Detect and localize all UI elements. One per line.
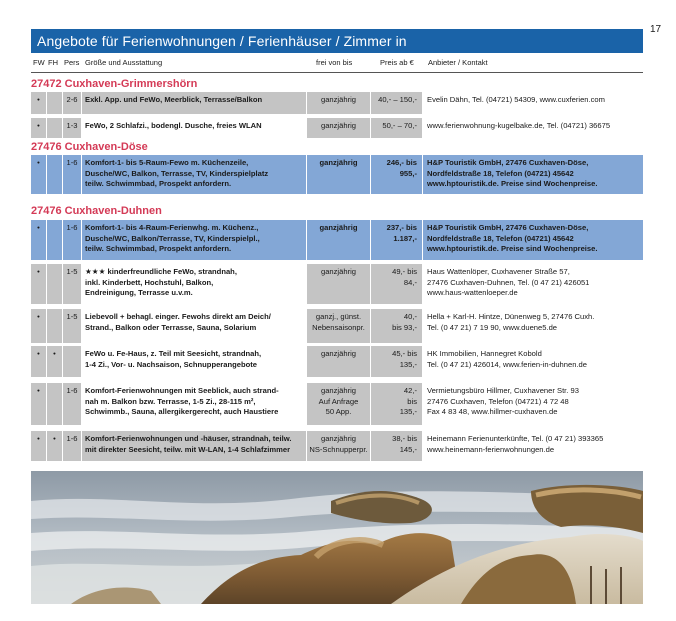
table-row (31, 264, 643, 304)
header-price: Preis ab € (380, 58, 414, 67)
table-row (31, 118, 643, 138)
table-row (31, 155, 643, 194)
cell-year: ganzj., günst. Nebensaisonpr. (307, 309, 370, 343)
table-row (31, 220, 643, 260)
cell-fw: • (31, 220, 46, 260)
cell-provider: www.ferienwohnung-kugelbake.de, Tel. (04721) 36675 (427, 121, 611, 130)
cell-fh: • (47, 346, 62, 377)
section-title: 27472 Cuxhaven-Grimmershörn (31, 78, 198, 90)
cell-fw: • (31, 264, 46, 304)
cell-price: 50,- – 70,- (371, 118, 422, 138)
cell-pers: 2-6 (63, 92, 81, 114)
cell-year: ganzjährig (307, 220, 370, 260)
cell-provider: H&P Touristik GmbH, 27476 Cuxhaven-Döse, Nordfeldstraße 18, Telefon (04721) 45642 www.hptouristik.de. Preise sind Wochenpreise. (423, 220, 643, 260)
cell-fh (47, 264, 62, 304)
cell-year: ganzjährig (307, 118, 370, 138)
cell-fw: • (31, 346, 46, 377)
cell-pers: 1-6 (63, 220, 81, 260)
cell-pers: 1-5 (63, 264, 81, 304)
cell-provider: H&P Touristik GmbH, 27476 Cuxhaven-Döse, Nordfeldstraße 18, Telefon (04721) 45642 www.hptouristik.de. Preise sind Wochenpreise. (423, 155, 643, 194)
cell-desc: FeWo, 2 Schlafzi., bodengl. Dusche, freies WLAN (85, 121, 262, 130)
cell-desc: Komfort-Ferienwohnungen mit Seeblick, auch strand- nah m. Balkon bzw. Terrasse, 1-5 Zi., 28-115 m², Schwimmb., Sauna, allergikergerecht, auch Haustiere (85, 386, 279, 417)
section-title: 27476 Cuxhaven-Duhnen (31, 205, 162, 217)
cell-fh (47, 155, 62, 194)
cell-provider: Haus Wattenlöper, Cuxhavener Straße 57, 27476 Cuxhaven-Duhnen, Tel. (0 47 21) 426051 www.haus-wattenloeper.de (427, 267, 590, 298)
table-row (31, 383, 643, 425)
header-fw: FW (33, 58, 45, 67)
cell-provider: Hella + Karl-H. Hintze, Dünenweg 5, 27476 Cuxh. Tel. (0 47 21) 7 19 90, www.duene5.de (427, 312, 595, 332)
cell-desc: ★★★ kinderfreundliche FeWo, strandnah, inkl. Kinderbett, Hochstuhl, Balkon, Endreinigung, Terrasse u.v.m. (85, 267, 237, 298)
cell-provider: Evelin Dähn, Tel. (04721) 54309, www.cuxferien.com (427, 95, 605, 104)
cell-desc: Liebevoll + behagl. einger. Fewohs direkt am Deich/ Strand., Balkon oder Terrasse, Sauna, Solarium (85, 312, 271, 332)
cell-year: ganzjährig (307, 92, 370, 114)
cell-fh (47, 220, 62, 260)
cell-provider: Heinemann Ferienunterkünfte, Tel. (0 47 21) 393365 www.heinemann-ferienwohnungen.de (427, 434, 604, 454)
cell-desc: Komfort-1- bis 4-Raum-Ferienwhg. m. Küchenz., Dusche/WC, Balkon/Terrasse, TV, Kinderspielpl., teilw. Schwimmbad, Prospekt anfordern. (82, 220, 306, 260)
header-desc: Größe und Ausstattung (85, 58, 163, 67)
cell-pers: 1-6 (63, 383, 81, 425)
cell-fw: • (31, 118, 46, 138)
cell-desc: Exkl. App. und FeWo, Meerblick, Terrasse/Balkon (82, 92, 306, 114)
cell-year: ganzjährig Auf Anfrage 50 App. (307, 383, 370, 425)
cell-desc: Komfort-1- bis 5-Raum-Fewo m. Küchenzeile, Dusche/WC, Balkon, Terrasse, TV, Kinderspielplatz teilw. Schwimmbad, Prospekt anfordern. (82, 155, 306, 194)
cell-fw: • (31, 309, 46, 343)
cell-fh (47, 92, 62, 114)
table-header (31, 54, 643, 73)
cell-fh (47, 309, 62, 343)
header-provider: Anbieter / Kontakt (428, 58, 488, 67)
beach-dune-photo (31, 471, 643, 604)
cell-pers (63, 346, 81, 377)
cell-pers: 1-6 (63, 155, 81, 194)
cell-pers: 1-3 (63, 118, 81, 138)
cell-fw: • (31, 155, 46, 194)
cell-desc: Komfort-Ferienwohnungen und -häuser, strandnah, teilw. mit direkter Seesicht, teilw. mit W-LAN, 1-4 Schlafzimmer (82, 431, 306, 461)
table-row (31, 309, 643, 343)
table-row (31, 431, 643, 461)
cell-desc: FeWo u. Fe-Haus, z. Teil mit Seesicht, strandnah, 1-4 Zi., Vor- u. Nachsaison, Schnupperangebote (85, 349, 262, 369)
cell-pers: 1-5 (63, 309, 81, 343)
header-year: frei von bis (316, 58, 353, 67)
cell-price: 40,- bis 93,- (371, 309, 422, 343)
cell-provider: Vermietungsbüro Hillmer, Cuxhavener Str. 93 27476 Cuxhaven, Telefon (04721) 4 72 48 Fax 4 83 48, www.hillmer-cuxhaven.de (427, 386, 579, 417)
cell-fw: • (31, 383, 46, 425)
cell-price: 49,- bis 84,- (371, 264, 422, 304)
cell-fh (47, 383, 62, 425)
header-fh: FH (48, 58, 58, 67)
cell-fh: • (47, 431, 62, 461)
cell-price: 42,- bis 135,- (371, 383, 422, 425)
cell-provider: HK Immobilien, Hannegret Kobold Tel. (0 47 21) 426014, www.ferien-in-duhnen.de (427, 349, 587, 369)
page-number: 17 (650, 24, 662, 35)
cell-fw: • (31, 92, 46, 114)
cell-year: ganzjährig (307, 155, 370, 194)
cell-price: 38,- bis 145,- (371, 431, 422, 461)
header-pers: Pers (64, 58, 80, 67)
cell-pers: 1-6 (63, 431, 81, 461)
cell-price: 40,- – 150,- (371, 92, 422, 114)
cell-price: 237,- bis 1.187,- (371, 220, 422, 260)
page-title: Angebote für Ferienwohnungen / Ferienhäuser / Zimmer in (31, 29, 643, 53)
cell-fw: • (31, 431, 46, 461)
cell-year: ganzjährig (307, 346, 370, 377)
section-title: 27476 Cuxhaven-Döse (31, 141, 148, 153)
cell-fh (47, 118, 62, 138)
cell-price: 246,- bis 955,- (371, 155, 422, 194)
table-row (31, 346, 643, 377)
cell-price: 45,- bis 135,- (371, 346, 422, 377)
table-row (31, 92, 643, 114)
cell-year: ganzjährig (307, 264, 370, 304)
cell-year: ganzjährig NS-Schnupperpr. (307, 431, 370, 461)
